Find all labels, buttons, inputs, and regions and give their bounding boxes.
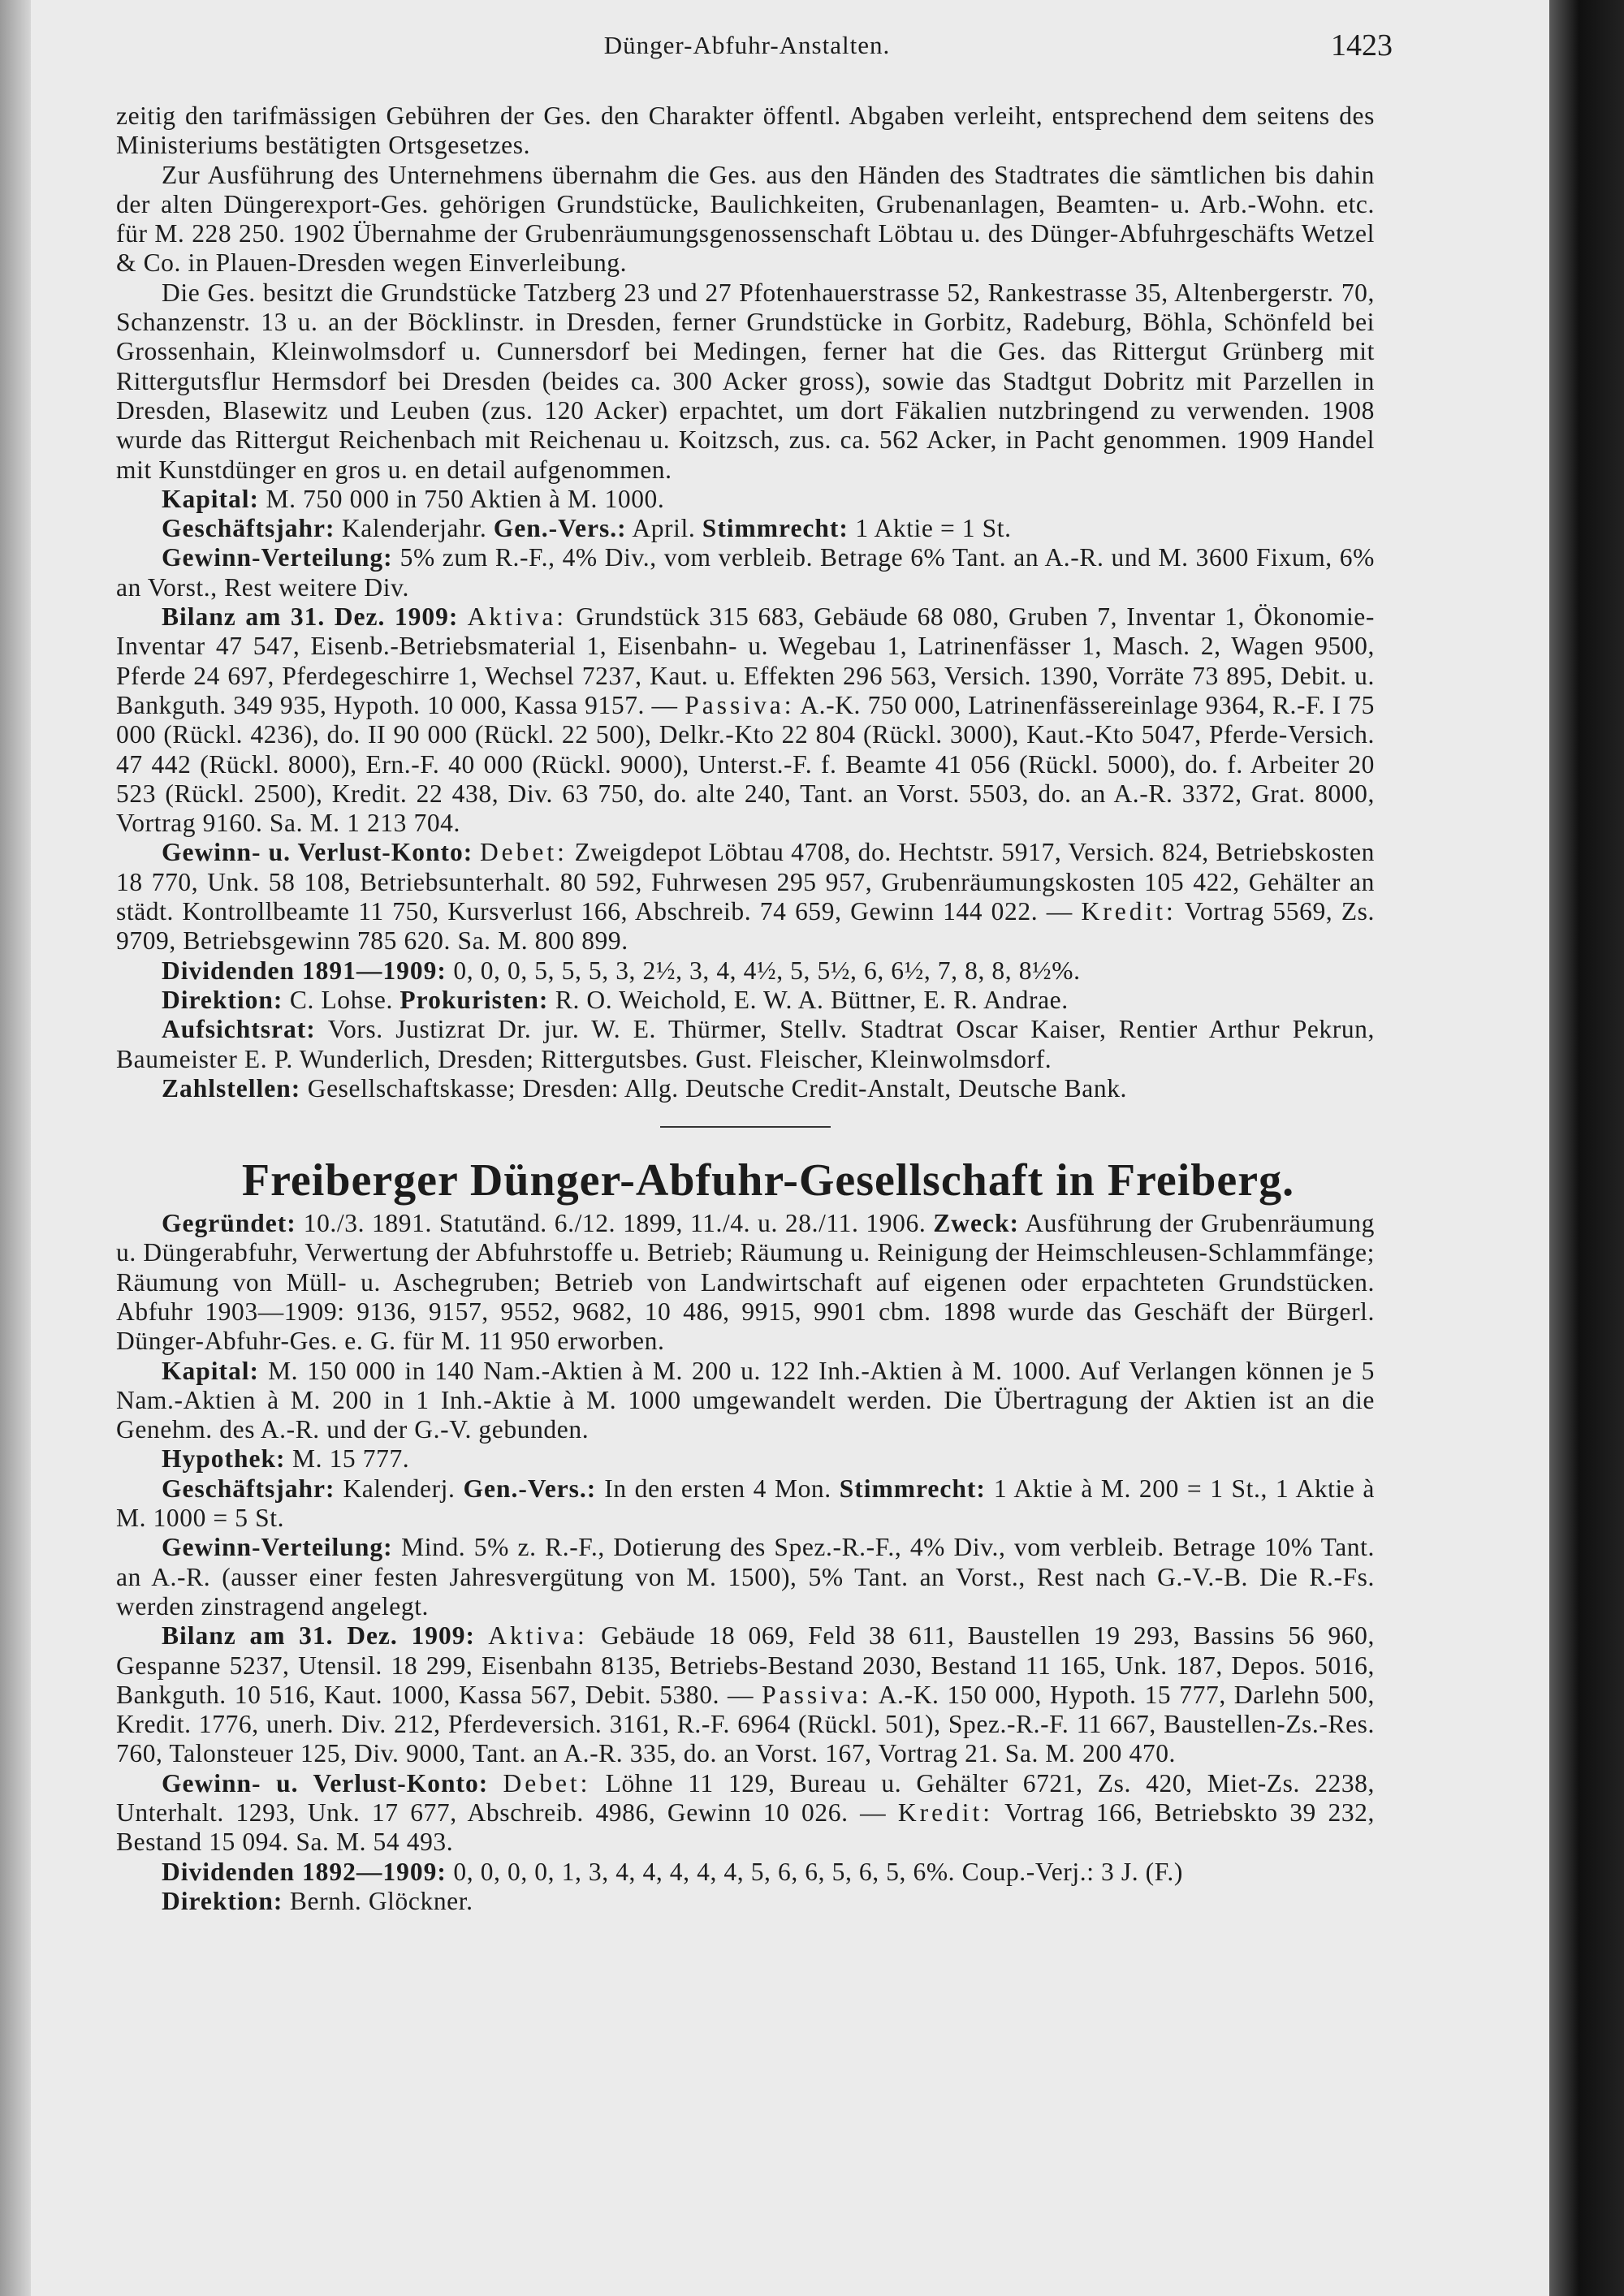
bilanz-label-2: Bilanz am 31. Dez. 1909: [162, 1621, 475, 1651]
gegruendet-text: 10./3. 1891. Statutänd. 6./12. 1899, 11./4. u. 28./11. 1906. [303, 1209, 926, 1238]
debet-text: Zweigdepot Löbtau 4708, do. Hechtstr. 5917, Versich. 824, Betriebskosten 18 770, Unk. 58 108, Betriebsunterhalt. 80 592, Fuhrwesen 295 957, Grubenräumungskosten 105 422, Gehälter an städt. Kontrollbeamte 11 750, Kursverlust 166, Abschreib. 74 659, Gewinn 144 022. — [116, 838, 1375, 926]
zahlstellen-paragraph [116, 1074, 1375, 1103]
direktion-label: Direktion: [162, 985, 283, 1014]
stimmrecht-label: Stimmrecht: [702, 514, 849, 543]
kredit-text: Vortrag 5569, Zs. 9709, Betriebsgewinn 785 620. Sa. M. 800 899. [116, 897, 1376, 956]
kapital-paragraph-2 [116, 1357, 1375, 1445]
dividenden-label: Dividenden 1891—1909: [162, 956, 447, 985]
zweck-text: Ausführung der Grubenräumung u. Düngerabfuhr, Verwertung der Abfuhrstoffe u. Betrieb; Räumung u. Reinigung der Heimschleusen-Schlammfänge; Räumung von Müll- u. Aschegruben; Betrieb von Landwirtschaft auf eigenen oder erpachteten Grundstücken. Abfuhr 1903—1909: 9136, 9157, 9552, 9682, 10 486, 9915, 9901 cbm. 1898 wurde das Geschäft der Bürgerl. Dünger-Abfuhr-Ges. e. G. für M. 11 950 erworben. [116, 1209, 1375, 1356]
kredit-text-2: Vortrag 166, Betriebskto 39 232, Bestand 15 094. Sa. M. 54 493. [116, 1798, 1376, 1857]
aufsichtsrat-paragraph [116, 1015, 1375, 1074]
page-content [116, 101, 1375, 1916]
guv-label-2: Gewinn- u. Verlust-Konto: [162, 1768, 489, 1798]
geschaeftsjahr-text-2: Kalenderj. [343, 1474, 456, 1503]
passiva-word: Passiva: [685, 690, 795, 719]
genvers-label: Gen.-Vers.: [493, 514, 627, 543]
aktiva-word: Aktiva: [467, 602, 568, 632]
geschaeftsjahr-text: Kalenderjahr. [341, 514, 487, 543]
prokuristen-label: Prokuristen: [400, 985, 549, 1014]
company-title: Freiberger Dünger-Abfuhr-Gesellschaft in Freiberg. [241, 1155, 1295, 1206]
direktion-paragraph-2 [116, 1887, 1375, 1916]
running-title: Dünger-Abfuhr-Anstalten. [603, 31, 891, 59]
genvers-text-2: In den ersten 4 Mon. [604, 1474, 831, 1503]
geschaeftsjahr-paragraph-2 [116, 1474, 1375, 1534]
guv-paragraph [116, 838, 1375, 956]
gewinn-label: Gewinn-Verteilung: [162, 543, 393, 572]
debet-text-2: Löhne 11 129, Bureau u. Gehälter 6721, Zs. 420, Miet-Zs. 2238, Unterhalt. 1293, Unk. 17 677, Abschreib. 4986, Gewinn 10 026. — [116, 1768, 1375, 1828]
aktiva-text-2: Gebäude 18 069, Feld 38 611, Baustellen 19 293, Bassins 56 960, Gespanne 5237, Utensil. 18 299, Eisenbahn 8135, Betriebs-Bestand 2030, Bestand 11 165, Unk. 187, Depos. 5016, Bankguth. 10 516, Kaut. 1000, Kassa 567, Debit. 5380. — [116, 1621, 1375, 1709]
direktion-text-2: Bernh. Glöckner. [289, 1886, 473, 1915]
debet-word-2: Debet: [503, 1768, 591, 1798]
page-number: 1423 [1331, 28, 1393, 63]
zahlstellen-text: Gesellschaftskasse; Dresden: Allg. Deutsche Credit-Anstalt, Deutsche Bank. [307, 1073, 1128, 1103]
geschaeftsjahr-label-2: Geschäftsjahr: [162, 1474, 335, 1503]
dividenden-paragraph-2 [116, 1858, 1375, 1887]
aufsichtsrat-text: Vors. Justizrat Dr. jur. W. E. Thürmer, Stellv. Stadtrat Oscar Kaiser, Rentier Arthur Pekrun, Baumeister E. P. Wunderlich, Dresden; Rittergutsbes. Gust. Fleischer, Kleinwolmsdorf. [116, 1015, 1376, 1073]
hypothek-label: Hypothek: [162, 1444, 286, 1474]
bilanz-paragraph [116, 602, 1375, 838]
gewinn-paragraph-2 [116, 1533, 1375, 1621]
geschaeftsjahr-label: Geschäftsjahr: [162, 514, 335, 543]
aufsichtsrat-label: Aufsichtsrat: [162, 1015, 316, 1044]
hypothek-text: M. 15 777. [292, 1444, 410, 1474]
guv-label: Gewinn- u. Verlust-Konto: [162, 838, 473, 867]
dividenden-label-2: Dividenden 1892—1909: [162, 1857, 447, 1886]
stimmrecht-text: 1 Aktie = 1 St. [855, 514, 1012, 543]
passiva-text: A.-K. 750 000, Latrinenfässereinlage 9364, R.-F. I 75 000 (Rückl. 4236), do. II 90 000 (Rückl. 22 500), Delkr.-Kto 22 804 (Rückl. 3000), Kaut.-Kto 5047, Pferde-Versich. 47 442 (Rückl. 8000), Ern.-F. 40 000 (Rückl. 9000), Unterst.-F. f. Beamte 41 056 (Rückl. 5000), do. f. Arbeiter 20 523 (Rückl. 2500), Kredit. 22 438, Div. 63 750, do. alte 240, Tant. an Vorst. 5503, do. an A.-R. 3372, Grat. 8000, Vortrag 9160. Sa. M. 1 213 704. [116, 690, 1375, 838]
stimmrecht-label-2: Stimmrecht: [839, 1474, 986, 1503]
zahlstellen-label: Zahlstellen: [162, 1073, 301, 1103]
kredit-word-2: Kredit: [897, 1798, 994, 1828]
gegruendet-label: Gegründet: [162, 1209, 296, 1238]
book-edge-shadow [1549, 0, 1624, 2296]
running-header [102, 28, 1393, 71]
history-paragraph: Zur Ausführung des Unternehmens übernahm die Ges. aus den Händen des Stadtrates die sämtlichen bis dahin der alten Düngerexport-Ges. gehörigen Grundstücke, Baulichkeiten, Grubenanlagen, Beamten- u. Arb.-Wohn. etc. für M. 228 250. 1902 Übernahme der Grubenräumungsgenossenschaft Löbtau u. des Dünger-Abfuhrgeschäfts Wetzel & Co. in Plauen-Dresden wegen Einverleibung. [116, 160, 1375, 278]
dividenden-text-2: 0, 0, 0, 0, 1, 3, 4, 4, 4, 4, 4, 5, 6, 6, 5, 6, 5, 6%. Coup.-Verj.: 3 J. (F.) [453, 1857, 1183, 1886]
gewinn-text: 5% zum R.-F., 4% Div., vom verbleib. Betrage 6% Tant. an A.-R. und M. 3600 Fixum, 6% an Vorst., Rest weitere Div. [116, 543, 1375, 602]
kredit-word: Kredit: [1081, 897, 1177, 926]
dividenden-text: 0, 0, 0, 5, 5, 5, 3, 2½, 3, 4, 4½, 5, 5½, 6, 6½, 7, 8, 8, 8½%. [453, 956, 1081, 985]
property-paragraph: Die Ges. besitzt die Grundstücke Tatzberg 23 und 27 Pfotenhauerstrasse 52, Rankestrasse 35, Altenbergerstr. 70, Schanzenstr. 13 u. an der Böcklinstr. in Dresden, ferner Grundstücke in Gorbitz, Radeburg, Böhla, Schönfeld bei Grossenhain, Kleinwolmsdorf u. Cunnersdorf bei Medingen, ferner hat die Ges. das Rittergut Grünberg mit Rittergutsflur Hermsdorf bei Dresden (beides ca. 300 Acker gross), sowie das Stadtgut Dobritz mit Parzellen in Dresden, Blasewitz und Leuben (zus. 120 Acker) erpachtet, um dort Fäkalien nutzbringend zu verwenden. 1908 wurde das Rittergut Reichenbach mit Reichenau u. Koitzsch, zus. ca. 562 Acker, in Pacht genommen. 1909 Handel mit Kunstdünger en gros u. en detail aufgenommen. [116, 278, 1375, 484]
gewinn-text-2: Mind. 5% z. R.-F., Dotierung des Spez.-R.-F., 4% Div., vom verbleib. Betrage 10% Tant. an A.-R. (ausser einer festen Jahresvergütung von M. 1500), 5% Tant. an Vorst., Rest nach G.-V.-B. Die R.-Fs. werden zinstragend angelegt. [116, 1533, 1375, 1621]
genvers-label-2: Gen.-Vers.: [463, 1474, 597, 1503]
kapital-label-2: Kapital: [162, 1356, 260, 1385]
hypothek-paragraph [116, 1444, 1375, 1474]
gewinn-label-2: Gewinn-Verteilung: [162, 1533, 393, 1562]
page-spine-shadow [0, 0, 31, 2296]
kapital-label: Kapital: [162, 484, 260, 513]
debet-word: Debet: [479, 838, 568, 867]
gegruendet-paragraph [116, 1209, 1375, 1356]
aktiva-text: Grundstück 315 683, Gebäude 68 080, Gruben 7, Inventar 1, Ökonomie-Inventar 47 547, Eisenb.-Betriebsmaterial 1, Eisenbahn- u. Wegebau 1, Latrinenfässer 1, Masch. 2, Wagen 9500, Pferde 24 697, Pferdegeschirre 1, Wechsel 7237, Kaut. u. Effekten 296 563, Versich. 1390, Vorräte 73 895, Debit. u. Bankguth. 349 935, Hypoth. 10 000, Kassa 9157. — [116, 602, 1375, 719]
kapital-text-2: M. 150 000 in 140 Nam.-Aktien à M. 200 u. 122 Inh.-Aktien à M. 1000. Auf Verlangen können je 5 Nam.-Aktien à M. 200 in 1 Inh.-Aktie à M. 1000 umgewandelt werden. Die Übertragung der Aktien ist an die Genehm. des A.-R. und der G.-V. gebunden. [116, 1356, 1375, 1444]
gewinn-paragraph [116, 543, 1375, 602]
geschaeftsjahr-paragraph [116, 514, 1375, 543]
aktiva-word-2: Aktiva: [488, 1621, 588, 1651]
section-divider [660, 1126, 831, 1128]
stimmrecht-text-2: 1 Aktie à M. 200 = 1 St., 1 Aktie à M. 1000 = 5 St. [116, 1474, 1376, 1533]
passiva-text-2: A.-K. 150 000, Hypoth. 15 777, Darlehn 500, Kredit. 1776, unerh. Div. 212, Pferdeversich. 3161, R.-F. 6964 (Rückl. 501), Spez.-R.-F. 11 667, Baustellen-Zs.-Res. 760, Talonsteuer 125, Div. 9000, Tant. an A.-R. 335, do. an Vorst. 167, Vortrag 21. Sa. M. 200 470. [116, 1680, 1375, 1768]
zweck-label: Zweck: [933, 1209, 1020, 1238]
bilanz-paragraph-2 [116, 1621, 1375, 1768]
bilanz-label: Bilanz am 31. Dez. 1909: [162, 602, 459, 632]
prokuristen-text: R. O. Weichold, E. W. A. Büttner, E. R. Andrae. [555, 985, 1069, 1014]
direktion-paragraph [116, 986, 1375, 1015]
direktion-text: C. Lohse. [289, 985, 393, 1014]
intro-continuation: zeitig den tarifmässigen Gebühren der Ges. den Charakter öffentl. Abgaben verleiht, entsprechend dem seitens des Ministeriums bestätigten Ortsgesetzes. [116, 101, 1375, 160]
kapital-text: M. 750 000 in 750 Aktien à M. 1000. [266, 484, 665, 513]
kapital-paragraph [116, 485, 1375, 514]
guv-paragraph-2 [116, 1769, 1375, 1858]
dividenden-paragraph [116, 956, 1375, 986]
genvers-text: April. [632, 514, 696, 543]
direktion-label-2: Direktion: [162, 1886, 283, 1915]
passiva-word-2: Passiva: [762, 1680, 872, 1709]
